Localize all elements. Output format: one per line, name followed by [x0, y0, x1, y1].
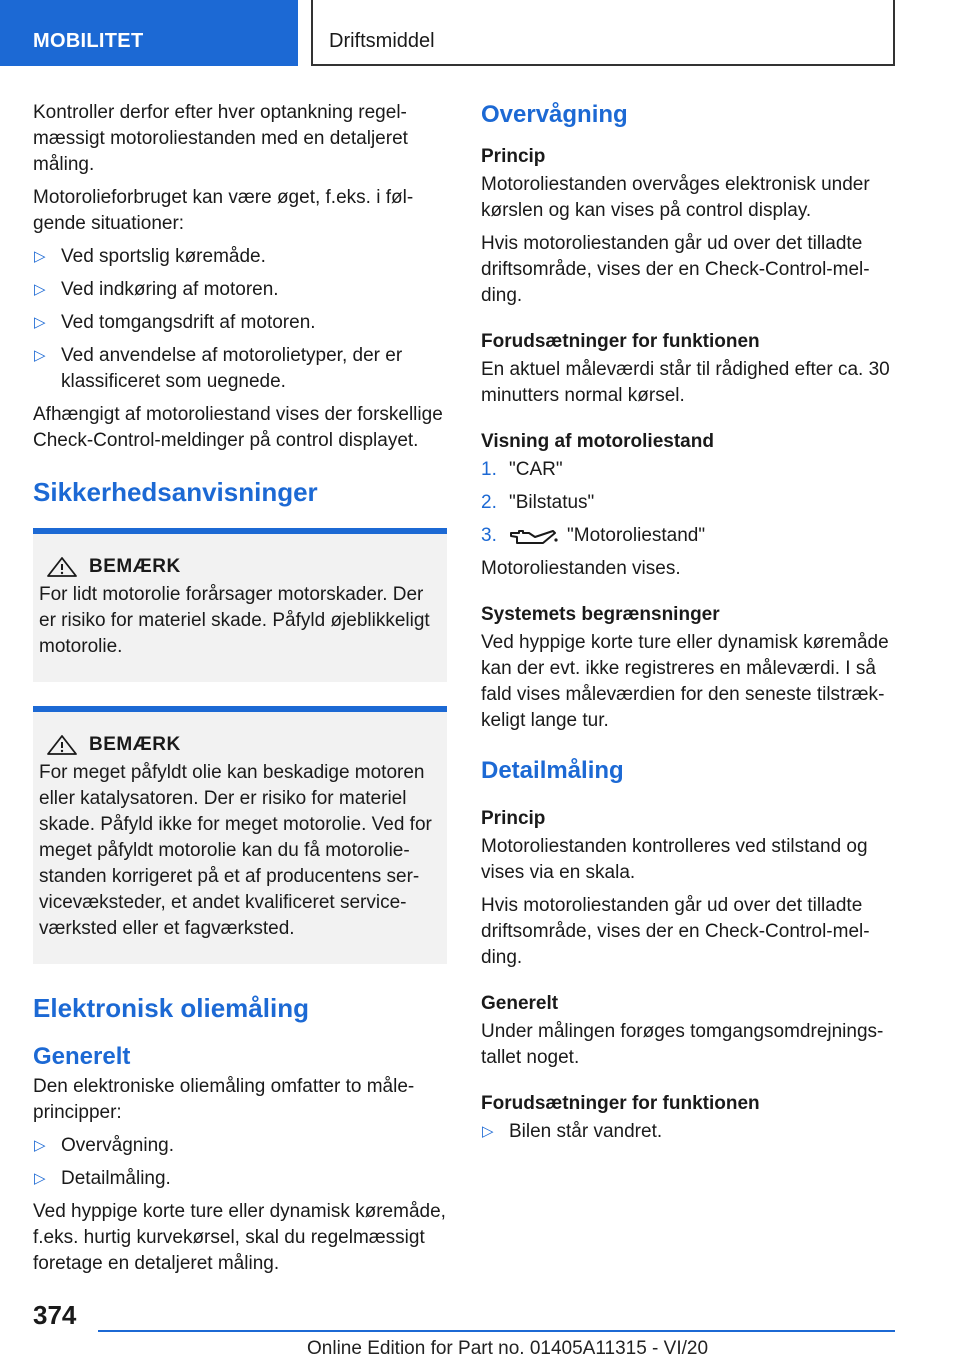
triangle-bullet-icon: ▷ [34, 1170, 46, 1187]
detail-principle-label: Princip [481, 808, 546, 829]
display-steps [481, 457, 893, 549]
list-item: ▷ Ved tomgangsdrift af motoren. [33, 310, 447, 336]
chapter-title: Driftsmiddel [329, 30, 435, 52]
notice-title: BEMÆRK [89, 556, 181, 577]
notice-text: For meget påfyldt olie kan beskadige motoren eller katalysatoren. Der er risiko for materiel skade. Påfyld ikke for meget motorolie. Ved for meget påfyldt motorolie kan du få motoroliestanden korrigeret på et af producentens servicevæksteder, et andet kvalificeret serviceværksted eller et fagværksted. [39, 762, 432, 939]
detail-principle-text-2: Hvis motoroliestanden går ud over det tilladte driftsområde, vises der en Check-Control-melding. [481, 895, 870, 968]
notice-box-1 [33, 528, 447, 682]
chapter-tab [311, 0, 895, 66]
list-item: 1. "CAR" [481, 459, 563, 480]
section-tab [0, 0, 298, 66]
list-item: ▷ Ved sportslig køremåde. [33, 244, 447, 270]
list-item: ▷ Ved anvendelse af motorolietyper, der er klassificeret som uegnede. [34, 345, 403, 392]
page-header [0, 0, 960, 66]
edition-text: Online Edition for Part no. 01405A11315 - VI/20 [307, 1338, 709, 1359]
oil-can-icon [509, 526, 559, 546]
page-number: 374 [33, 1300, 77, 1330]
detail-heading: Detailmåling [481, 757, 624, 784]
list-item: ▷ Bilen står vandret. [481, 1119, 893, 1145]
detail-general-label: Generelt [481, 993, 559, 1014]
monitoring-heading: Overvågning [481, 101, 628, 128]
triangle-bullet-icon: ▷ [34, 347, 46, 364]
notice-text: For lidt motorolie forårsager motorskader. Der er risiko for materiel skade. Påfyld øjeblikkeligt motorolie. [39, 584, 430, 657]
notice-title: BEMÆRK [89, 734, 181, 755]
footer-divider [98, 1330, 895, 1332]
display-label: Visning af motoroliestand [481, 431, 714, 452]
triangle-bullet-icon: ▷ [482, 1123, 494, 1140]
triangle-bullet-icon: ▷ [34, 314, 46, 331]
principle-text-2: Hvis motoroliestanden går ud over det tilladte driftsområde, vises der en Check-Control-melding. [481, 233, 870, 306]
triangle-bullet-icon: ▷ [34, 1137, 46, 1154]
list-item: 3. "Motoroliestand" [481, 525, 706, 546]
list-item: ▷ Overvågning. [33, 1133, 447, 1159]
intro-paragraph-1: Kontroller derfor efter hver optankning regelmæssigt motoroliestanden med en detaljeret måling. [33, 102, 408, 175]
safety-heading: Sikkerhedsanvisninger [33, 477, 318, 507]
triangle-bullet-icon: ▷ [34, 248, 46, 265]
general-heading: Generelt [33, 1043, 131, 1070]
principle-text-1: Motoroliestanden overvåges elektronisk under kørslen og kan vises på control display. [481, 174, 870, 221]
left-column [33, 100, 447, 1284]
section-title: MOBILITET [33, 30, 144, 52]
right-column [481, 100, 893, 1152]
situation-list [33, 244, 447, 395]
display-result: Motoroliestanden vises. [481, 558, 681, 579]
limitations-text: Ved hyppige korte ture eller dynamisk køremåde kan der evt. ikke registreres en måleværdi. I så fald vises måleværdien for den seneste tilstrækkeligt lange tur. [481, 632, 889, 731]
triangle-bullet-icon: ▷ [34, 281, 46, 298]
warning-triangle-icon [45, 734, 79, 756]
general-text: Den elektroniske oliemåling omfatter to måleprincipper: [33, 1076, 415, 1123]
intro-paragraph-3: Afhængigt af motoroliestand vises der forskellige Check-Control-meldinger på control displayet. [33, 404, 443, 451]
intro-paragraph-2: Motorolieforbruget kan være øget, f.eks. i følgende situationer: [33, 187, 414, 234]
limitations-label: Systemets begrænsninger [481, 604, 720, 625]
list-item: ▷ Detailmåling. [33, 1166, 447, 1192]
principle-label: Princip [481, 146, 546, 167]
notice-box-2 [33, 706, 447, 964]
closing-paragraph: Ved hyppige korte ture eller dynamisk køremåde, f.eks. hurtig kurvekørsel, skal du regelmæssigt foretage en detaljeret måling. [33, 1201, 446, 1274]
requirements-label: Forudsætninger for funktionen [481, 331, 760, 352]
list-item: 2. "Bilstatus" [481, 492, 595, 513]
detail-requirements-label: Forudsætninger for funktionen [481, 1093, 760, 1114]
warning-triangle-icon [45, 556, 79, 578]
detail-general-text: Under målingen forøges tomgangsomdrejningstallet noget. [481, 1021, 884, 1068]
detail-principle-text-1: Motoroliestanden kontrolleres ved stilstand og vises via en skala. [481, 836, 868, 883]
requirements-text: En aktuel måleværdi står til rådighed efter ca. 30 minutters normal kørsel. [481, 359, 890, 406]
list-item: ▷ Ved indkøring af motoren. [33, 277, 447, 303]
detail-requirements-list [481, 1119, 893, 1145]
principle-list [33, 1133, 447, 1192]
electronic-oil-heading: Elektronisk oliemåling [33, 993, 309, 1023]
